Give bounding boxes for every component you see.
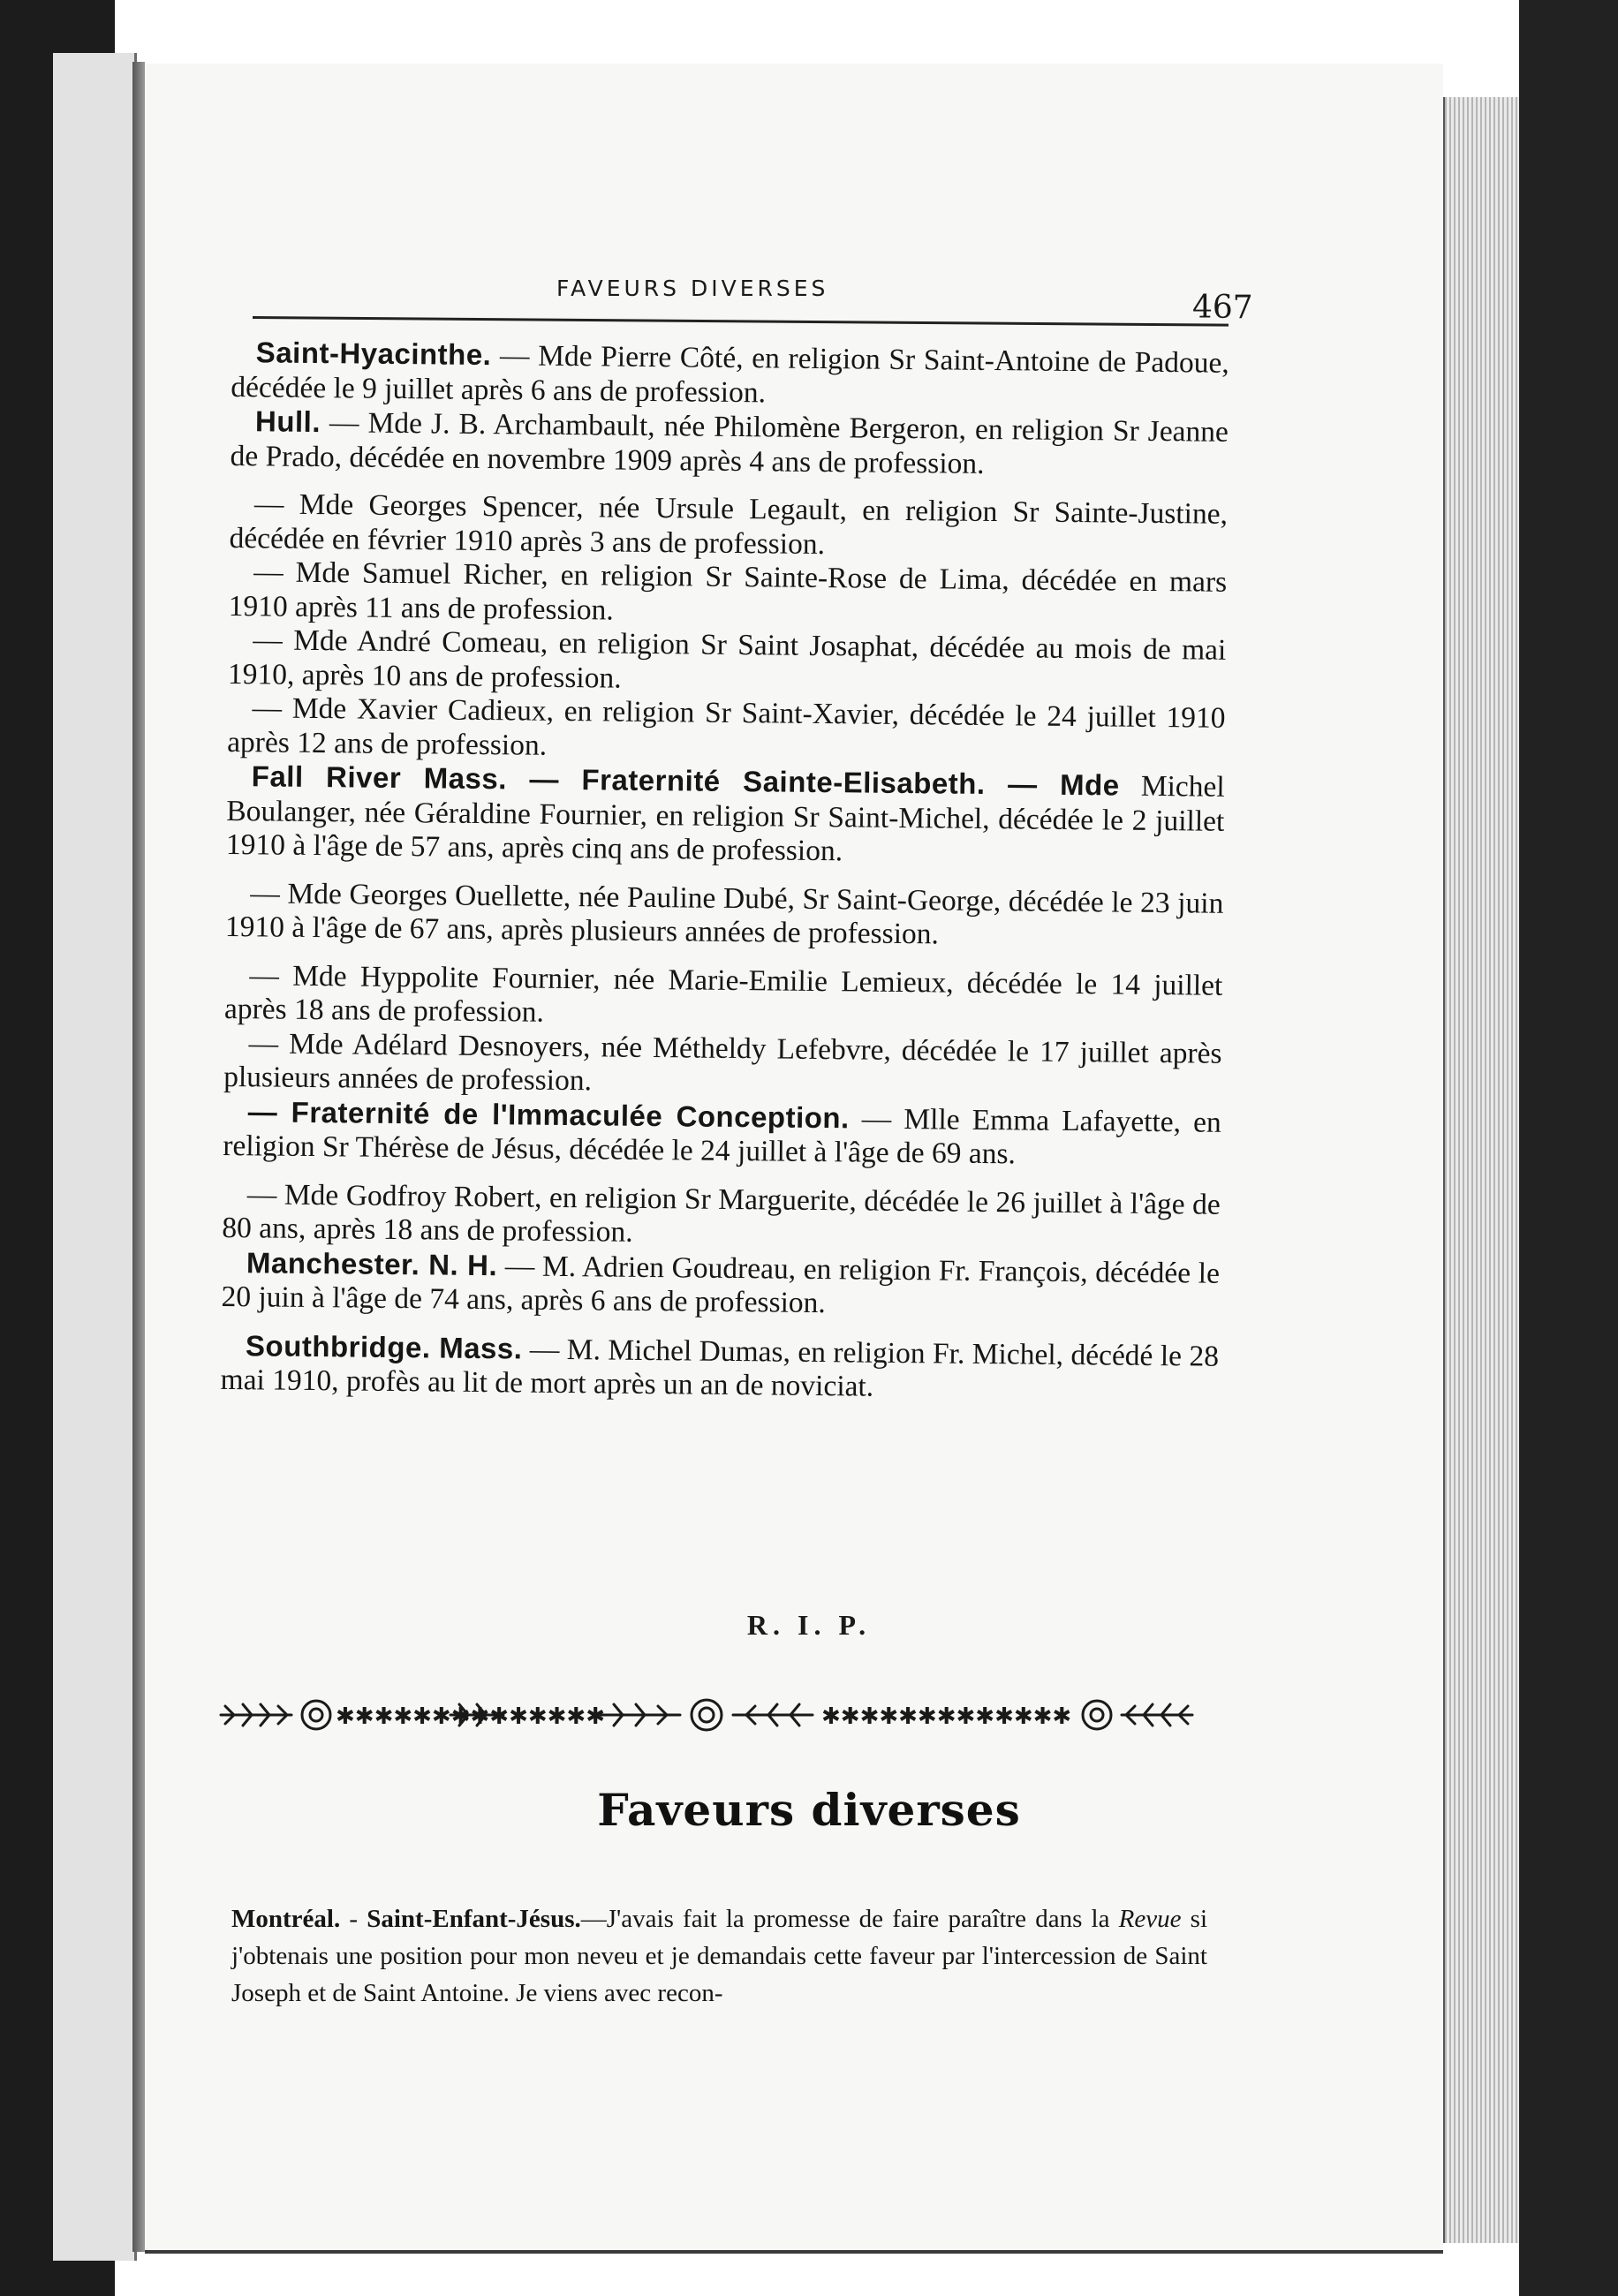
favour-parish: Saint-Enfant-Jésus. [367,1905,581,1933]
background-edge-right [1519,0,1618,2296]
entry-text: — Mde Georges Spencer, née Ursule Legault, en religion Sr Sainte-Justine, décédée en février 1910 après 3 ans de profession. [229,487,1229,561]
necrology-entry [229,555,1228,634]
entry-place: — Fraternité de l'Immaculée Conception. [247,1094,850,1134]
entry-text: — Mlle Emma Lafayette, en religion Sr Thérèse de Jésus, décédée le 24 juillet à l'âge de 69 ans. [223,1101,1221,1171]
entry-text: — Mde Samuel Richer, en religion Sr Sainte-Rose de Lima, décédée en mars 1910 après 11 ans de profession. [228,555,1228,627]
necrology-entry [221,1245,1220,1325]
necrology-entry [227,691,1226,770]
necrology-entry [230,404,1229,484]
svg-text:✱✱✱✱✱✱✱✱✱✱✱✱✱✱: ✱✱✱✱✱✱✱✱✱✱✱✱✱✱ [336,1703,605,1730]
entry-text: — Mde Pierre Côté, en religion Sr Saint-Antoine de Padoue, décédée le 9 juillet après 6 ans de profession. [231,339,1229,409]
necrology-entry [220,1328,1219,1408]
entry-text: — Mde André Comeau, en religion Sr Saint Josaphat, décédée au mois de mai 1910, après 10 ans de profession. [227,623,1227,695]
necrology-entry [224,958,1223,1037]
facing-page-edge [53,53,137,2261]
necrology-entry [226,759,1225,872]
entry-place: Southbridge. Mass. [245,1328,523,1365]
entry-text: — Mde Adélard Desnoyers, née Métheldy Lefebvre, décédée le 17 juillet après plusieurs années de profession. [223,1026,1222,1098]
section-title: Faveurs diverses [597,1784,1021,1836]
necrology-entry [223,1026,1222,1105]
book-gutter [132,62,145,2252]
entry-text: — Mde Hyppolite Fournier, née Marie-Emilie Lemieux, décédée le 14 juillet après 18 ans de profession. [223,958,1223,1029]
decorative-ornament-rule [212,1690,1201,1740]
necrology-list [220,336,1229,1408]
entry-place: Manchester. N. H. [246,1245,498,1281]
entry-place: Fall River Mass. — Fraternité Sainte-Elisabeth. — Mde [251,759,1120,802]
favour-place: Montréal. [231,1905,341,1933]
running-head: FAVEURS DIVERSES [556,276,829,301]
necrology-entry [225,876,1224,955]
entry-text: — M. Adrien Goudreau, en religion Fr. François, décédée le 20 juin à l'âge de 74 ans, après 6 ans de profession. [221,1249,1221,1320]
necrology-entry [229,487,1228,566]
necrology-entry [222,1177,1221,1256]
necrology-entry [228,623,1227,702]
page-number: 467 [1192,290,1253,326]
rip-line: R. I. P. [746,1609,872,1641]
entry-text: — Mde Xavier Cadieux, en religion Sr Saint-Xavier, décédée le 24 juillet 1910 après 12 ans de profession. [226,691,1226,762]
journal-title: Revue [1118,1905,1182,1933]
favour-text: —J'avais fait la promesse de faire paraître dans la [580,1905,1119,1933]
entry-place: Saint-Hyacinthe. [255,336,492,372]
entry-text: — M. Michel Dumas, en religion Fr. Michel, décédé le 28 mai 1910, profès au lit de mort après un an de noviciat. [220,1333,1220,1403]
entry-place: Hull. [254,404,321,439]
necrology-entry [223,1094,1221,1174]
entry-text: — Mde J. B. Archambault, née Philomène Bergeron, en religion Sr Jeanne de Prado, décédée en novembre 1909 après 4 ans de profession. [230,406,1229,480]
favour-entry [231,1900,1207,2012]
entry-text: Michel Boulanger, née Géraldine Fournier, en religion Sr Saint-Michel, décédée le 2 juillet 1910 à l'âge de 57 ans, après cinq ans de profession. [225,769,1225,868]
necrology-entry [231,336,1229,415]
favour-text: si j'obtenais une position pour mon neveu et je demandais cette faveur par l'intercession de Saint Joseph et de Saint Antoine. Je viens avec recon- [231,1905,1207,2007]
svg-text:✱✱✱✱✱✱✱✱✱✱✱✱✱: ✱✱✱✱✱✱✱✱✱✱✱✱✱ [821,1703,1072,1730]
entry-text: — Mde Godfroy Robert, en religion Sr Marguerite, décédée le 26 juillet à l'âge de 80 ans, après 18 ans de profession. [222,1177,1221,1249]
favour-paragraph [231,1900,1207,2012]
page-stack-edges [1443,97,1521,2243]
favour-separator: - [340,1905,367,1933]
entry-text: — Mde Georges Ouellette, née Pauline Dubé, Sr Saint-George, décédée le 23 juin 1910 à l'âge de 67 ans, après plusieurs années de profession. [224,876,1224,951]
